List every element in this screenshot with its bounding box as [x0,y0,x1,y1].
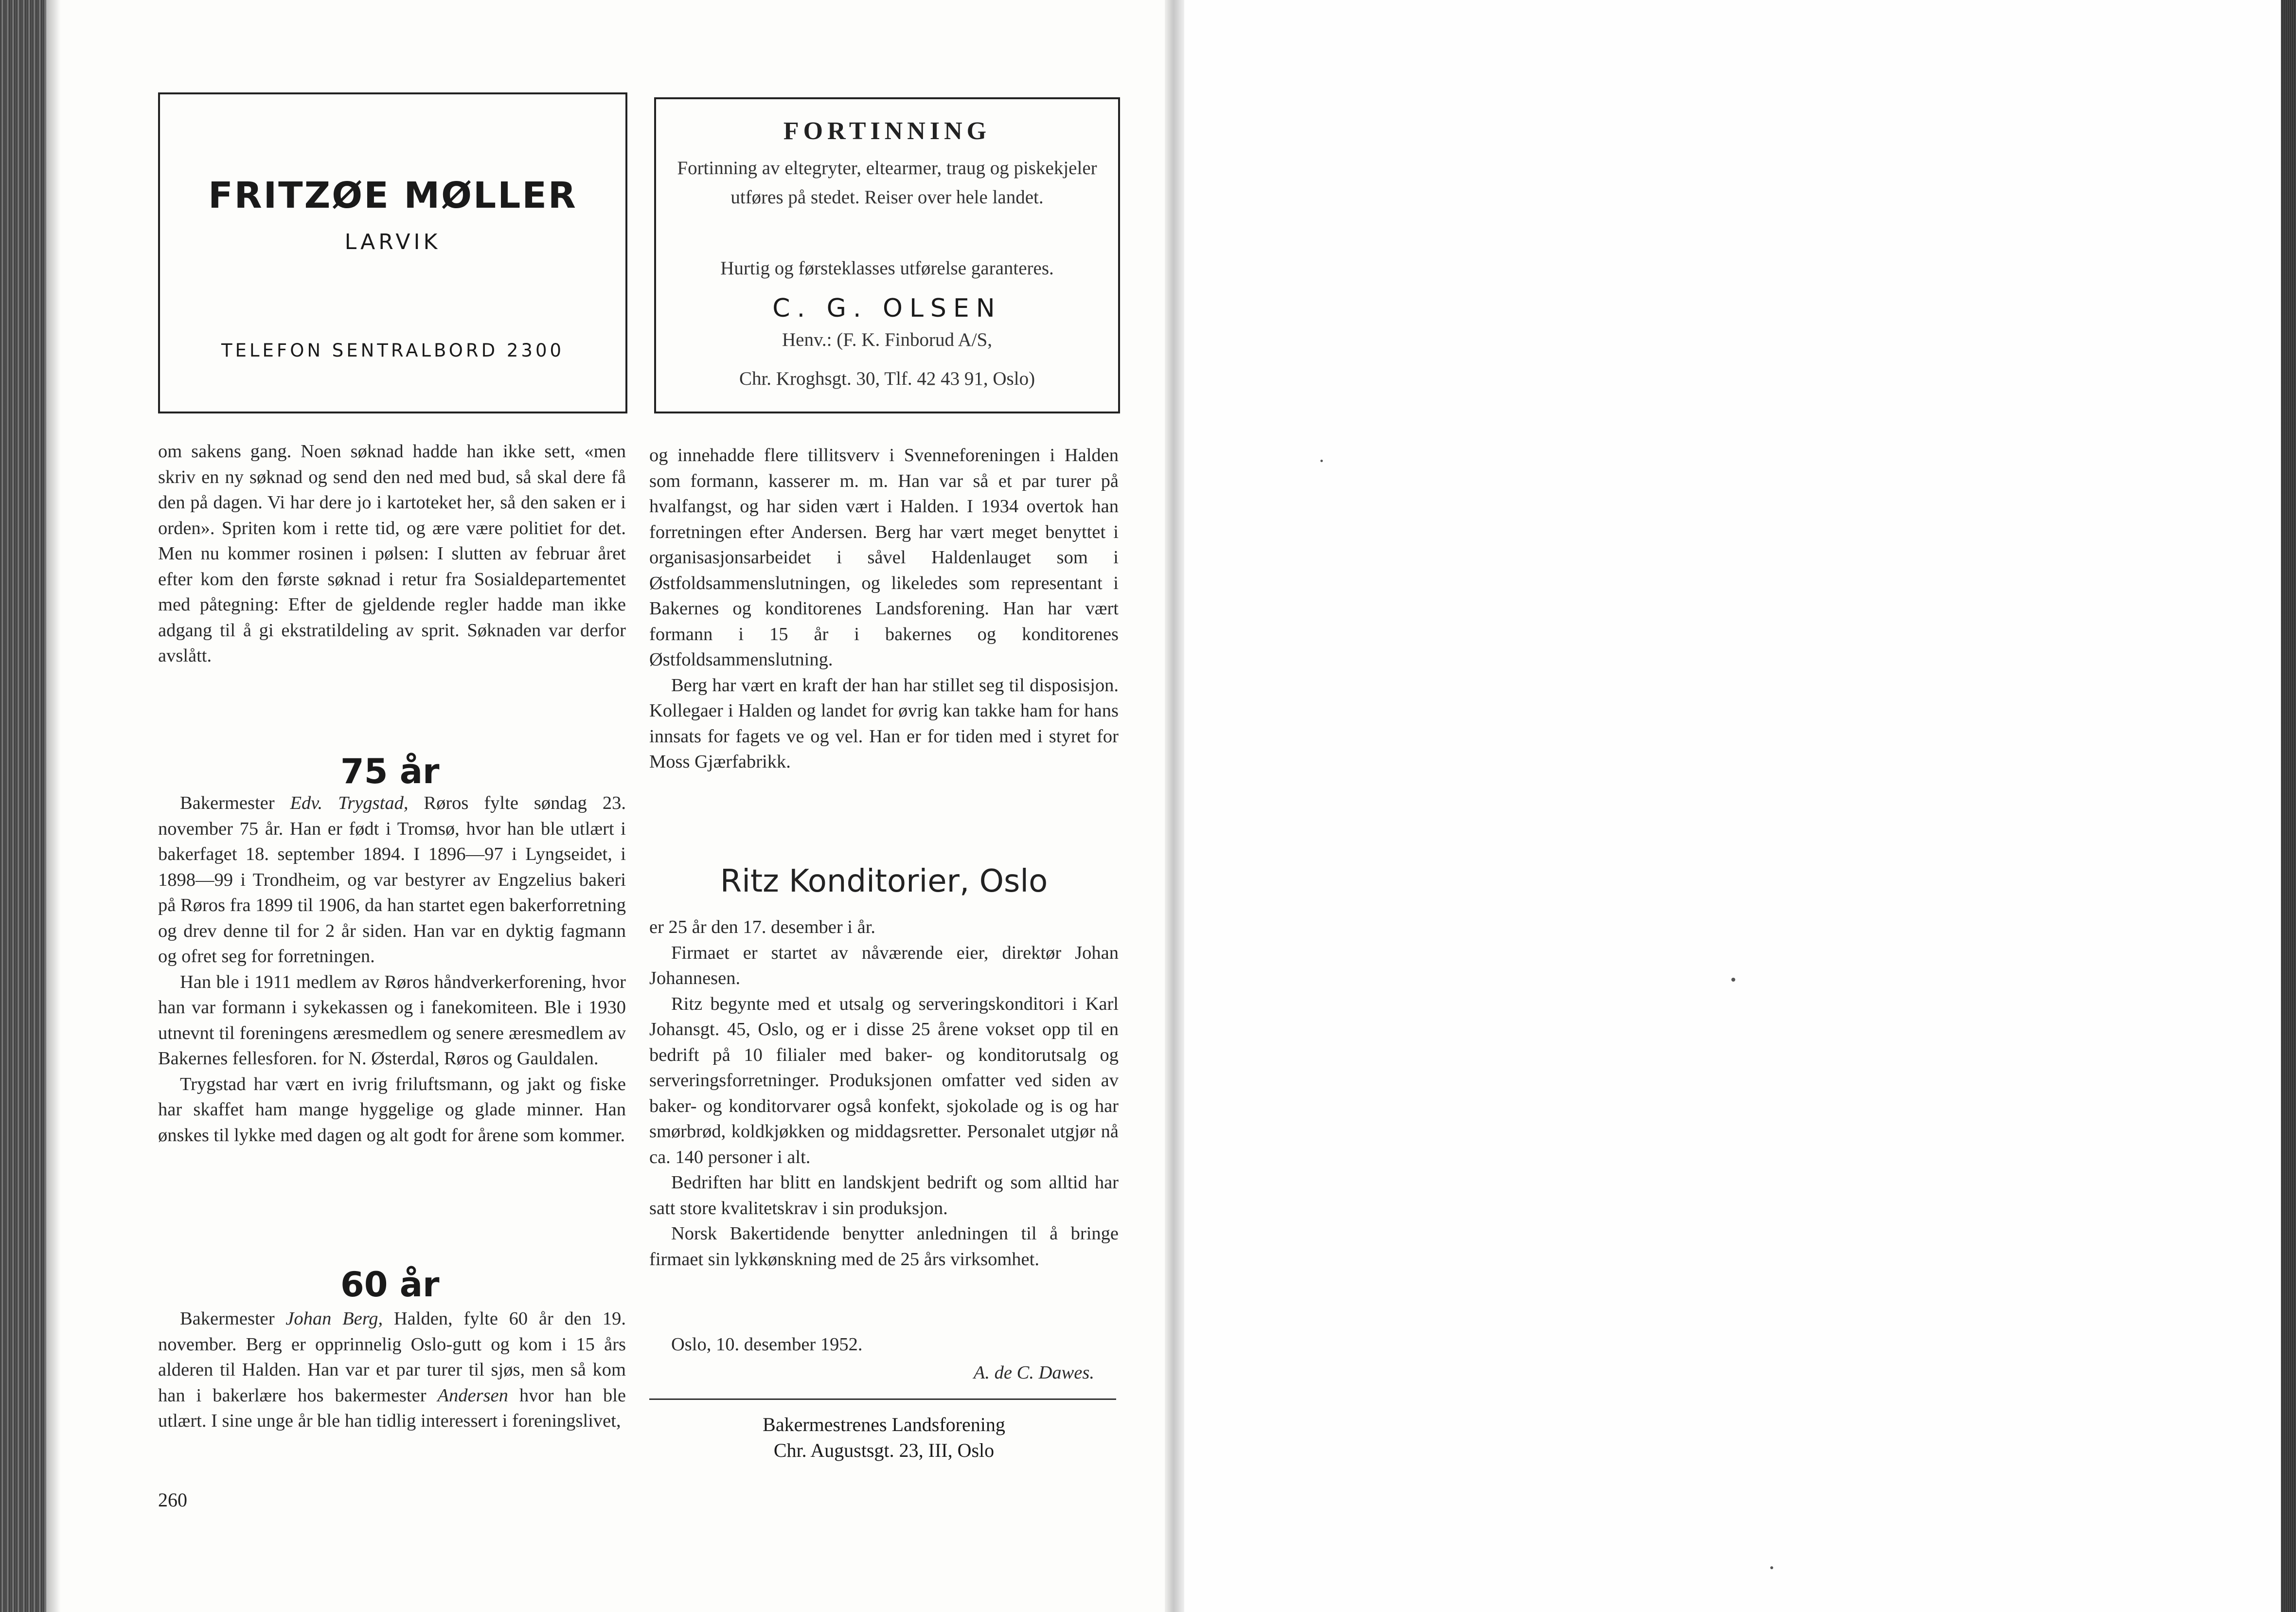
text: Halden, fylte 60 år den 19. november. Berg er opprinnelig Oslo-gutt og kom i 15 års alderen til Halden. Han var et par turer til sjøs, men så kom han i bakerlære hos bakermester [158,1308,626,1406]
section-heading-75: 75 år [340,752,440,791]
article-75-years [158,790,626,1148]
footer-organization: Bakermestrenes Landsforening [763,1414,1005,1435]
paragraph: Berg har vært en kraft der han har stillet seg til disposisjon. Kollegaer i Halden og landet for øvrig kan takke ham for hans innsats for fagets ve og vel. Han er for tiden med i styret for Moss Gjærfabrikk. [649,675,1119,772]
ad-city: LARVIK [344,230,441,254]
text: Bakermester [180,1308,286,1329]
paragraph: er 25 år den 17. desember i år. [649,917,876,937]
ad-body-text: Fortinning av eltegryter, eltearmer, traug og piskekjeler utføres på stedet. Reiser over hele landet. [677,158,1097,208]
divider-line [649,1398,1116,1400]
paragraph: om sakens gang. Noen søknad hadde han ikke sett, «men skriv en ny søknad og send den ned med bud, så skal dere få den på dagen. Vi har dere jo i kartoteket her, så den saken er i orden». Spriten kom i rette tid, og ære være politiet for det. Men nu kommer rosinen i pølsen: I slutten av februar året efter kom den første søknad i retur fra Sosialdepartementet med påtegning: Efter de gjeldende regler hadde man ikke adgang til å gi ekstratildeling av sprit. Søknaden var derfor avslått. [158,441,626,666]
ad-contact: Henv.: (F. K. Finborud A/S, [782,329,993,350]
ad-address: Chr. Kroghsgt. 30, Tlf. 42 43 91, Oslo) [739,368,1035,389]
paragraph: og innehadde flere tillitsverv i Svenneforeningen i Halden som formann, kasserer m. m. Han var så et par turer på hvalfangst, og har siden vært i Halden. I 1934 overtok han forretningen efter Andersen. Berg har vært meget benyttet i organisasjonsarbeidet i såvel Haldenlauget som i Østfoldsammenslutningen, og likeledes som representant i Bakernes og konditorenes Landsforening. Han har vært formann i 15 år i bakernes og konditorenes Østfoldsammenslutning. [649,445,1119,670]
paragraph: Bedriften har blitt en landskjent bedrift og som alltid har satt store kvalitetskrav i sin produksjon. [649,1172,1119,1218]
paragraph [158,790,626,969]
right-page-blank [1172,0,2296,1612]
paragraph: Firmaet er startet av nåværende eier, direktør Johan Johannesen. [649,942,1119,988]
page-edges-left [0,0,46,1612]
person-name: Johan Berg, [285,1308,383,1329]
author-signature: A. de C. Dawes. [973,1362,1094,1383]
ad-brand-name: FRITZØE MØLLER [208,175,577,216]
place-date: Oslo, 10. desember 1952. [671,1334,863,1355]
page-edges-right [2281,0,2296,1612]
page-number: 260 [158,1489,187,1511]
paper-speck [1770,1566,1773,1569]
ad-guarantee-text: Hurtig og førsteklasses utførelse garanteres. [720,258,1054,279]
paragraph [158,1306,626,1434]
paper-speck [1731,978,1735,982]
ad-heading: FORTINNING [783,117,991,145]
binding-gutter [1165,0,1184,1612]
page-edge-shadow [46,0,61,1612]
paragraph: Ritz begynte med et utsalg og serveringskonditori i Karl Johansgt. 45, Oslo, og er i disse 25 årene vokset opp til en bedrift på 10 filialer med baker- og konditorutsalg og serveringsforretninger. Produksjonen omfatter ved siden av baker- og konditorvarer også konfekt, sjokolade og is og har smørbrød, koldkjøkken og middagsretter. Personalet utgjør nå ca. 140 personer i alt. [649,993,1119,1167]
advertisement-fritzoe [158,92,627,413]
paragraph: Trygstad har vært en ivrig friluftsmann, og jakt og fiske har skaffet ham mange hyggelige og glade minner. Han ønskes til lykke med dagen og alt godt for årene som kommer. [158,1074,626,1146]
ad-phone: TELEFON SENTRALBORD 2300 [221,340,565,361]
article-continuation [158,439,626,669]
paper-speck [1320,460,1323,462]
text: Bakermester [180,793,290,813]
footer-address: Chr. Augustsgt. 23, III, Oslo [773,1439,995,1461]
section-heading-ritz: Ritz Konditorier, Oslo [720,863,1048,899]
ad-company-name: C. G. OLSEN [772,294,1002,323]
person-name: Andersen [437,1385,508,1406]
text: Røros fylte søndag 23. november 75 år. Han er født i Tromsø, hvor han ble utlært i bakerfaget 18. september 1894. I 1896—97 i Lyngseidet, i 1898—99 i Trondheim, og var bestyrer av Engzelius bakeri på Røros fra 1899 til 1906, da han startet egen bakerforretning og drev denne til for 2 år siden. Han var en dyktig fagmann og ofret seg for forretningen. [158,793,626,967]
article-60-years [158,1306,626,1434]
paragraph: Han ble i 1911 medlem av Røros håndverkerforening, hvor han var formann i sykekassen og i fanekomiteen. Ble i 1930 utnevnt til foreningens æresmedlem og senere æresmedlem av Bakernes fellesforen. for N. Østerdal, Røros og Gauldalen. [158,971,626,1069]
advertisement-fortinning [654,97,1120,413]
person-name: Edv. Trygstad, [290,793,409,813]
text: hvor han ble utlært. I sine unge år ble han tidlig interessert i foreningslivet, [158,1385,626,1431]
section-heading-60: 60 år [340,1265,440,1305]
paragraph: Norsk Bakertidende benytter anledningen til å bringe firmaet sin lykkønskning med de 25 års virksomhet. [649,1223,1119,1270]
article-60-years-continued [649,443,1119,775]
article-ritz [649,914,1119,1272]
